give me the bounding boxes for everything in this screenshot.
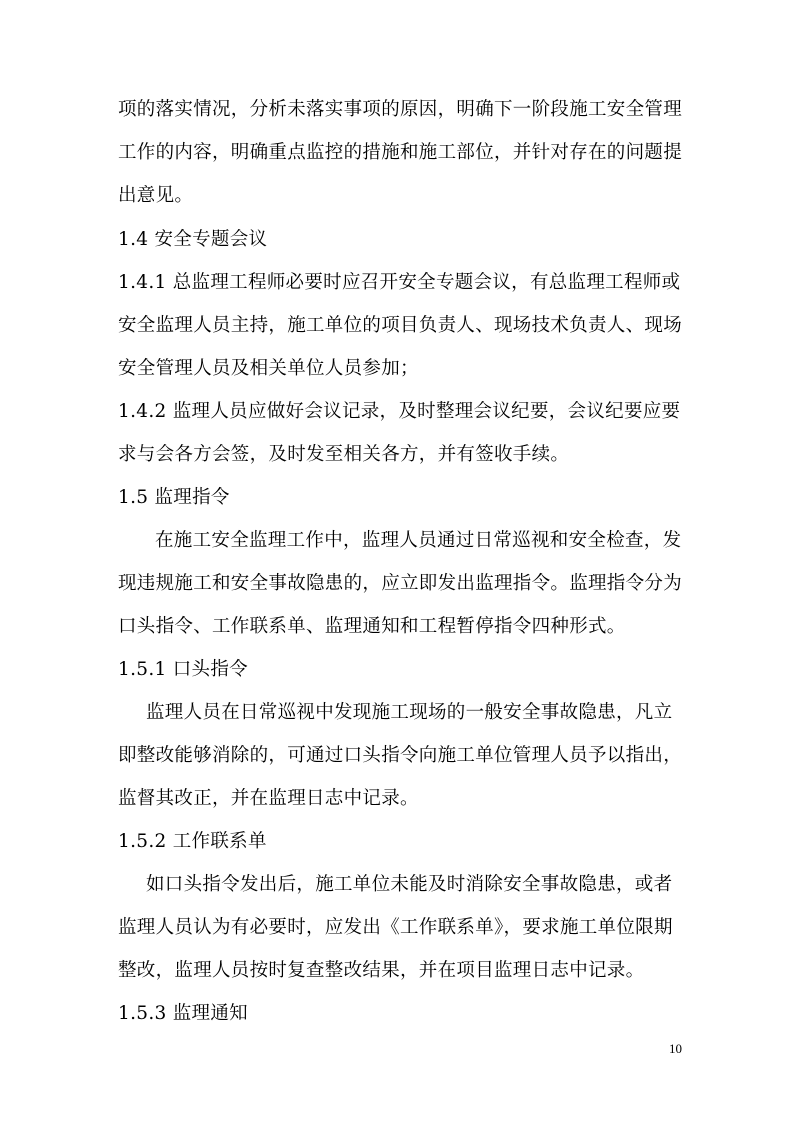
- page-number: 10: [669, 1041, 682, 1056]
- section-heading: 1.4 安全专题会议: [118, 229, 268, 250]
- paragraph-line: 求与会各方会签，及时发至相关各方，并有签收手续。: [118, 444, 570, 465]
- paragraph-line: 如口头指令发出后，施工单位未能及时消除安全事故隐患，或者: [146, 874, 673, 895]
- section-heading: 1.5.1 口头指令: [118, 659, 248, 680]
- paragraph-line: 工作的内容，明确重点监控的措施和施工部位，并针对存在的问题提: [118, 142, 683, 163]
- paragraph-line: 监理人员在日常巡视中发现施工现场的一般安全事故隐患，凡立: [146, 702, 673, 723]
- paragraph-line: 安全管理人员及相关单位人员参加；: [118, 358, 419, 379]
- paragraph-line: 安全监理人员主持，施工单位的项目负责人、现场技术负责人、现场: [118, 315, 683, 336]
- section-heading: 1.5.2 工作联系单: [118, 831, 267, 852]
- paragraph-line: 现违规施工和安全事故隐患的，应立即发出监理指令。监理指令分为: [118, 573, 683, 594]
- paragraph-line: 监理人员认为有必要时，应发出《工作联系单》，要求施工单位限期: [118, 917, 673, 938]
- paragraph-line: 项的落实情况，分析未落实事项的原因，明确下一阶段施工安全管理: [118, 99, 683, 120]
- paragraph-line: 1.4.1 总监理工程师必要时应召开安全专题会议，有总监理工程师或: [118, 272, 681, 293]
- paragraph-line: 出意见。: [118, 185, 194, 206]
- paragraph-line: 监督其改正，并在监理日志中记录。: [118, 788, 419, 809]
- paragraph-line: 口头指令、工作联系单、监理通知和工程暂停指令四种形式。: [118, 616, 626, 637]
- paragraph-line: 即整改能够消除的，可通过口头指令向施工单位管理人员予以指出，: [118, 745, 683, 766]
- section-heading: 1.5.3 监理通知: [118, 1003, 248, 1024]
- paragraph-line: 在施工安全监理工作中，监理人员通过日常巡视和安全检查，发: [155, 530, 682, 551]
- paragraph-line: 整改，监理人员按时复查整改结果，并在项目监理日志中记录。: [118, 960, 645, 981]
- paragraph-line: 1.4.2 监理人员应做好会议记录，及时整理会议纪要，会议纪要应要: [118, 401, 681, 422]
- section-heading: 1.5 监理指令: [118, 487, 230, 508]
